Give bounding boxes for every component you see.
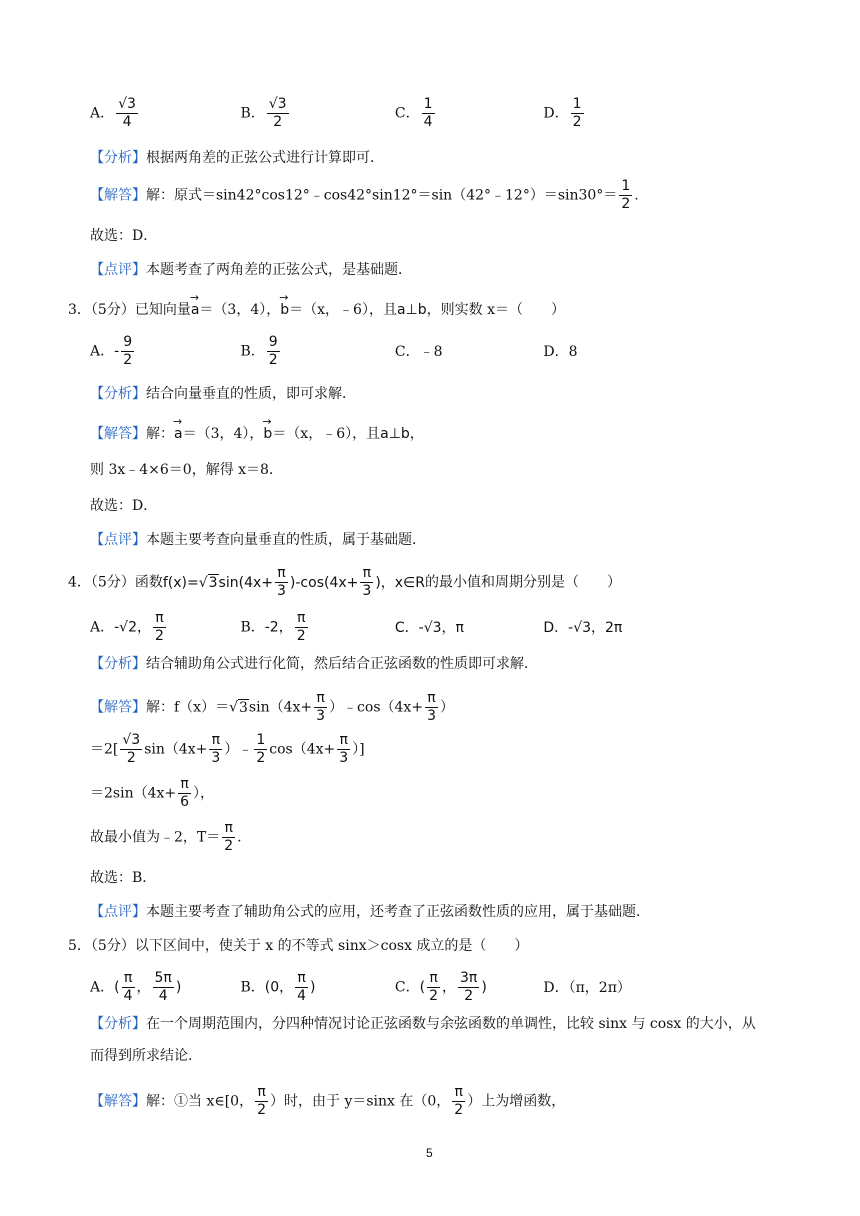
- fraction: [209, 732, 222, 767]
- numerator: π: [425, 690, 438, 708]
- denominator: 3: [427, 708, 436, 724]
- numerator: π: [222, 820, 235, 838]
- q4-answer-line2: [90, 732, 365, 767]
- denominator: 4: [297, 988, 307, 1004]
- q5-option-d[interactable]: D．（π，2π）: [543, 979, 631, 996]
- fraction: [427, 970, 440, 1005]
- analysis-text: 根据两角差的正弦公式进行计算即可．: [146, 150, 384, 166]
- q3-answer: [90, 424, 424, 444]
- denominator: 3: [339, 750, 349, 766]
- numerator: 9: [123, 334, 133, 350]
- answer-text: ）﹣cos（4x+: [329, 699, 424, 716]
- q2-options: [90, 96, 586, 131]
- q2-option-a[interactable]: [90, 96, 236, 131]
- numerator: √3: [122, 732, 141, 748]
- q4-comment: [90, 902, 650, 922]
- fraction: [153, 610, 166, 645]
- numerator: 1: [256, 732, 266, 748]
- fraction: [422, 96, 435, 131]
- answer-text: ），: [193, 785, 215, 802]
- denominator: 2: [257, 1102, 266, 1118]
- q4-answer-line4: [90, 820, 242, 855]
- q2-option-c[interactable]: [395, 96, 539, 131]
- comma: ，: [136, 979, 151, 996]
- vector-b-value: ＝（x，﹣6），且: [289, 302, 397, 318]
- answer-text: ＝2sin（4x+: [90, 785, 177, 802]
- denominator: 2: [572, 114, 582, 130]
- q3-analysis: [90, 384, 356, 404]
- q3-options: [90, 334, 578, 369]
- denominator: 2: [123, 352, 133, 368]
- denominator: 2: [454, 1102, 464, 1118]
- answer-end: .: [634, 187, 639, 204]
- numerator: π: [295, 970, 308, 988]
- fraction: [314, 690, 327, 725]
- q5-analysis-line2: 而得到所求结论．: [90, 1048, 202, 1064]
- q5-answer: [90, 1084, 565, 1119]
- comment-text: 本题主要考查了辅助角公式的应用，还考查了正弦函数性质的应用，属于基础题．: [146, 904, 650, 920]
- answer-text: sin（4x+: [248, 699, 313, 716]
- denominator: 3: [362, 583, 372, 599]
- q2-answer: [90, 178, 639, 213]
- denominator: 2: [273, 114, 283, 130]
- analysis-tag: 【分析】: [90, 1016, 146, 1032]
- q3-step1: 则 3x﹣4×6＝0，解得 x＝8．: [90, 462, 283, 478]
- vector-b: → b: [263, 424, 272, 444]
- numerator: π: [153, 610, 166, 628]
- fraction: [120, 732, 142, 767]
- denominator: 2: [155, 628, 164, 644]
- comment-tag: 【点评】: [90, 532, 146, 548]
- numerator: 3π: [460, 970, 478, 986]
- q3-option-b[interactable]: [240, 334, 390, 369]
- vector-a: → a: [174, 424, 183, 444]
- numerator: π: [427, 970, 440, 988]
- option-label: B．: [240, 105, 265, 122]
- paren: ): [175, 979, 182, 996]
- analysis-text: 结合辅助角公式进行化简，然后结合正弦函数的性质即可求解．: [146, 656, 538, 672]
- numerator: π: [122, 970, 135, 988]
- option-label: C．: [394, 105, 420, 122]
- stem-suffix: 的最小值和周期分别是（ ）: [424, 574, 621, 591]
- fraction: [425, 690, 438, 725]
- fraction: [116, 96, 138, 131]
- fraction: [458, 970, 479, 1005]
- denominator: 2: [268, 352, 278, 368]
- numerator: π: [255, 1084, 268, 1102]
- fraction: [360, 565, 373, 600]
- denominator: 6: [180, 794, 190, 810]
- fraction: [178, 776, 191, 811]
- q4-option-c[interactable]: C．-√3，π: [394, 619, 464, 636]
- q5-options: [90, 970, 631, 1005]
- q4-option-b[interactable]: [240, 610, 390, 645]
- option-label: B．: [240, 979, 265, 996]
- numerator: 1: [572, 96, 582, 112]
- fraction: [295, 970, 308, 1005]
- answer-vector-a-value: ＝（3，4），: [182, 426, 264, 442]
- denominator: 3: [211, 750, 221, 766]
- answer-text: 解：原式＝sin42°cos12°﹣cos42°sin12°＝sin（42°﹣12°）＝sin30°＝: [146, 187, 618, 204]
- q3-option-a[interactable]: [90, 334, 236, 369]
- denominator: 4: [122, 114, 132, 130]
- q4-option-a[interactable]: [90, 610, 236, 645]
- answer-end: ，: [409, 426, 424, 442]
- answer-text: .: [237, 829, 242, 846]
- denominator: 2: [621, 196, 631, 212]
- fraction: [452, 1084, 465, 1119]
- comment-text: 本题主要考查向量垂直的性质，属于基础题．: [146, 532, 426, 548]
- q3-choice: 故选：D．: [90, 498, 158, 514]
- answer-text: 解：f（x）＝: [146, 699, 230, 716]
- fraction: [254, 732, 267, 767]
- fraction: [121, 334, 134, 369]
- numerator: 1: [621, 178, 631, 194]
- paren: (: [114, 979, 120, 996]
- fraction: [571, 96, 584, 131]
- option-label: B．: [240, 619, 265, 636]
- vector-a-value: ＝（3，4），: [199, 302, 281, 318]
- denominator: 2: [126, 750, 136, 766]
- vector-a: → a: [191, 300, 200, 320]
- numerator: π: [314, 690, 327, 708]
- answer-prefix: 解：: [146, 426, 174, 442]
- answer-tag: 【解答】: [90, 187, 146, 204]
- option-label: C．: [394, 979, 420, 996]
- q3-comment: [90, 530, 426, 550]
- option-label: A．: [90, 105, 115, 122]
- q2-comment: [90, 260, 412, 280]
- analysis-tag: 【分析】: [90, 656, 146, 672]
- denominator: 3: [277, 583, 286, 599]
- q4-stem: [68, 565, 621, 600]
- answer-text: ）﹣: [224, 741, 253, 758]
- numerator: π: [275, 565, 288, 583]
- q3-option-d[interactable]: D．8: [543, 343, 578, 360]
- answer-text: ）: [439, 699, 454, 716]
- fraction: [255, 1084, 268, 1119]
- vector-b: → b: [280, 300, 289, 320]
- sqrt-arg: 3: [239, 699, 248, 716]
- fraction: [619, 178, 632, 213]
- denominator: 2: [429, 988, 439, 1004]
- analysis-text: 结合向量垂直的性质，即可求解．: [146, 386, 356, 402]
- func-mid2: )-cos(4x+: [289, 574, 359, 591]
- q2-choice: 故选：D．: [90, 228, 158, 244]
- comma: ，: [442, 979, 457, 996]
- numerator: π: [337, 732, 350, 750]
- denominator: 4: [158, 988, 168, 1004]
- comment-tag: 【点评】: [90, 262, 146, 278]
- minus-sign: -: [114, 343, 120, 360]
- numerator: π: [295, 610, 308, 628]
- fraction: [295, 610, 308, 645]
- numerator: π: [360, 565, 373, 583]
- answer-text: ）]: [352, 741, 365, 758]
- denominator: 2: [296, 628, 306, 644]
- perpendicular-expr: a⊥b: [380, 426, 410, 442]
- numerator: π: [178, 776, 191, 794]
- numerator: 1: [423, 96, 433, 112]
- denominator: 2: [224, 838, 234, 854]
- analysis-tag: 【分析】: [90, 150, 146, 166]
- q5-analysis-line1: [90, 1014, 756, 1034]
- stem-prefix: 3．（5分）已知向量: [68, 302, 191, 318]
- answer-vector-b-value: ＝（x，﹣6），且: [272, 426, 381, 442]
- answer-text: sin（4x+: [144, 741, 208, 758]
- q4-choice: 故选：B．: [90, 870, 157, 886]
- fraction: [267, 334, 280, 369]
- comment-tag: 【点评】: [90, 904, 146, 920]
- q4-answer-line1: 【解答】解：f（x）＝√3sin（4x+ $\frac{\pi}{3}$ ）﹣cos（4x+ $\frac{\pi}{3}$ ）: [90, 690, 454, 724]
- analysis-tag: 【分析】: [90, 386, 146, 402]
- page-number: 5: [426, 1146, 433, 1160]
- numerator: 5π: [154, 970, 172, 986]
- option-value: -2，: [264, 619, 293, 636]
- q3-stem: [68, 300, 565, 320]
- numerator: 9: [268, 334, 278, 350]
- stem-suffix: ，则实数 x＝（ ）: [426, 302, 565, 318]
- answer-tag: 【解答】: [90, 1093, 146, 1110]
- option-label: A．: [90, 619, 115, 636]
- sqrt-arg: 3: [208, 574, 218, 591]
- q4-options: [90, 610, 622, 645]
- paren: ): [310, 979, 316, 996]
- paren: ): [481, 979, 487, 996]
- q4-option-d[interactable]: D．-√3，2π: [543, 619, 623, 636]
- numerator: π: [452, 1084, 465, 1102]
- option-label: B．: [240, 343, 265, 360]
- fraction: [275, 565, 288, 600]
- denominator: 4: [423, 114, 433, 130]
- q2-option-d[interactable]: [543, 96, 585, 131]
- option-prefix: (0，: [264, 979, 294, 996]
- q5-option-a[interactable]: [90, 970, 236, 1005]
- option-value: -√2，: [114, 619, 152, 636]
- comment-text: 本题考查了两角差的正弦公式，是基础题．: [146, 262, 412, 278]
- stem-prefix: 4．（5分）函数: [68, 574, 163, 591]
- fraction: [337, 732, 350, 767]
- denominator: 3: [316, 708, 326, 724]
- answer-text: 解：①当 x∈[0，: [146, 1093, 254, 1110]
- option-label: A．: [90, 343, 115, 360]
- option-label: D．: [543, 105, 569, 122]
- fraction: [222, 820, 235, 855]
- denominator: 2: [464, 988, 474, 1004]
- answer-text: 故最小值为﹣2，T＝: [90, 829, 221, 846]
- answer-tag: 【解答】: [90, 426, 146, 442]
- q4-analysis: [90, 654, 538, 674]
- q2-analysis: [90, 148, 384, 168]
- q2-option-b[interactable]: [240, 96, 390, 131]
- q5-stem: 5．（5分）以下区间中，使关于 x 的不等式 sinx＞cosx 成立的是（ ）: [68, 938, 529, 954]
- fraction: [122, 970, 135, 1005]
- function-expr: f(x)=√3sin(4x+ $\frac{\pi}{3}$ )-cos(4x+ $\frac{\pi}{3}$ )，x∈R: [162, 565, 425, 599]
- fraction: [267, 96, 289, 131]
- answer-text: ）时，由于 y＝sinx 在（0，: [270, 1093, 451, 1110]
- answer-text: ＝2[: [90, 741, 119, 758]
- fraction: [153, 970, 174, 1005]
- q3-option-c[interactable]: C．﹣8: [394, 343, 443, 360]
- numerator: π: [209, 732, 222, 750]
- func-mid1: sin(4x+: [218, 574, 273, 591]
- answer-text: ）上为增函数，: [467, 1093, 566, 1110]
- func-end: )，x∈R: [375, 574, 425, 591]
- paren: (: [419, 979, 426, 996]
- func-left: f(x)=: [162, 574, 199, 591]
- numerator: √3: [118, 96, 136, 112]
- answer-tag: 【解答】: [90, 699, 146, 716]
- denominator: 4: [123, 988, 133, 1004]
- option-label: A．: [90, 979, 115, 996]
- numerator: √3: [268, 96, 287, 112]
- analysis-text: 在一个周期范围内，分四种情况讨论正弦函数与余弦函数的单调性，比较 sinx 与 cosx 的大小，从: [146, 1016, 756, 1032]
- denominator: 2: [256, 750, 266, 766]
- q5-option-b[interactable]: [240, 970, 390, 1005]
- perpendicular-expr: a⊥b: [396, 302, 427, 318]
- answer-text: cos（4x+: [269, 741, 336, 758]
- q4-answer-line3: [90, 776, 214, 811]
- q5-option-c[interactable]: [395, 970, 539, 1005]
